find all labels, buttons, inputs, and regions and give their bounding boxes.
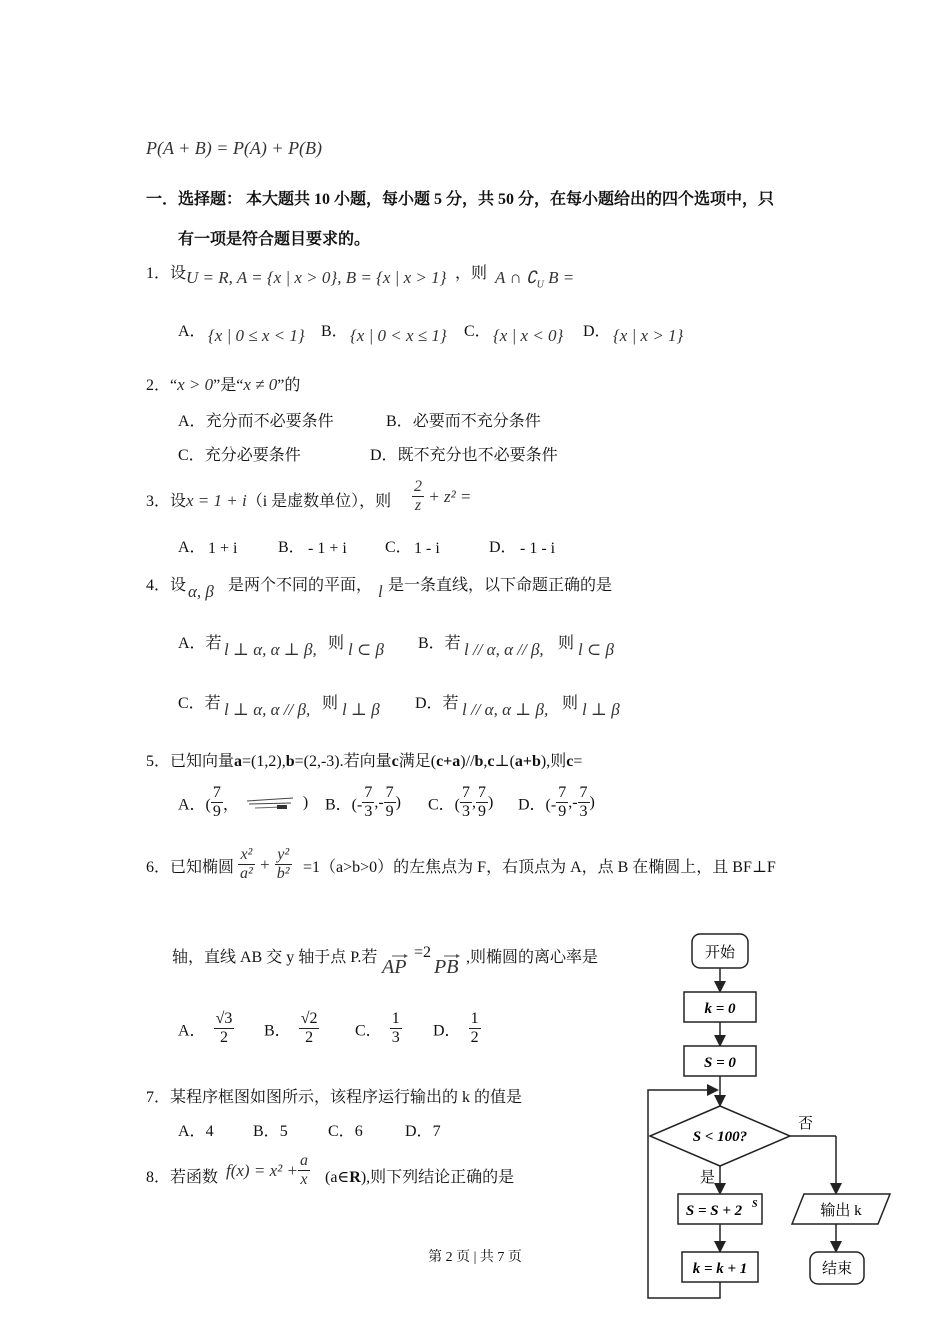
q5-c2: c — [487, 753, 495, 770]
frac-den: 3 — [391, 1029, 400, 1047]
q1-option-d-text: {x | x > 1} — [613, 326, 684, 345]
option-label: B． — [386, 413, 413, 430]
option-label: B． — [264, 1022, 291, 1040]
q1-option-c-text: {x | x < 0} — [493, 326, 564, 345]
q6-pb: PB — [434, 956, 459, 978]
q4-option-d-cond: l // α, α ⊥ β, — [462, 700, 549, 719]
q8-number: 8．若函数 — [146, 1169, 219, 1186]
q6-option-d — [433, 1010, 481, 1048]
q4-l: l — [378, 582, 383, 601]
frac-den: a² — [240, 865, 253, 883]
frac-den: 2 — [470, 1029, 479, 1047]
q2-option-c — [178, 442, 301, 465]
q6-option-c — [355, 1010, 402, 1048]
option-label: C． — [385, 539, 412, 556]
q4-text2: 是一条直线，以下命题正确的是 — [388, 577, 613, 594]
q6-line2b: ,则椭圆的离心率是 — [466, 949, 599, 966]
option-label: C．若 — [178, 695, 221, 712]
q4-option-c-then: 则 — [322, 695, 339, 712]
frac-num: 7 — [384, 784, 396, 803]
q1-expr-end: B = — [548, 268, 575, 287]
frac-den: 9 — [478, 803, 487, 821]
q4-option-c-cond: l ⊥ α, α // β, — [224, 700, 311, 719]
q6-option-a — [178, 1010, 234, 1048]
option-text: 7 — [432, 1123, 441, 1140]
q2-option-b — [386, 408, 541, 431]
smudged-fraction-icon — [243, 793, 299, 813]
flow-s-init-label: S = 0 — [704, 1055, 736, 1071]
q1-then: ，则 — [455, 265, 488, 282]
q5-a-val: =(1,2), — [242, 753, 286, 770]
frac-end: ) — [395, 793, 401, 811]
option-text: 必要而不充分条件 — [412, 413, 541, 430]
option-label: D． — [370, 447, 398, 464]
q3-option-b — [278, 534, 305, 557]
q5-c3: c — [566, 753, 574, 770]
option-label: C． — [464, 323, 491, 340]
option-label: C． — [328, 1123, 355, 1140]
frac-num: 1 — [390, 1010, 402, 1029]
q3-frac-den: z — [414, 497, 422, 515]
frac-num: 7 — [578, 784, 590, 803]
section-title-line1: 一．选择题： 本大题共 10 小题，每小题 5 分，共 50 分，在每小题给出的四个选项中，只 — [146, 191, 775, 208]
q3-paren: （i 是虚数单位），则 — [246, 493, 392, 510]
q8-R: R — [349, 1169, 361, 1186]
q5-vec-a: a — [234, 753, 243, 770]
q3-fraction — [412, 478, 471, 516]
flow-s-update-label: S = S + 2 — [685, 1203, 743, 1219]
frac-den: 3 — [364, 803, 373, 821]
flow-condition-label: S < 100? — [692, 1129, 748, 1145]
option-label: A． — [178, 413, 206, 430]
q5-vec-c: c — [391, 753, 399, 770]
option-label: A． — [178, 1022, 206, 1040]
q1-option-b — [321, 318, 348, 341]
q6-number: 6．已知椭圆 — [146, 859, 235, 876]
option-text: 4 — [205, 1123, 214, 1140]
option-label: B． — [278, 539, 305, 556]
option-label: A．( — [178, 796, 211, 814]
frac-den: 2 — [305, 1029, 314, 1047]
q3-option-c — [385, 534, 412, 557]
plus: + — [259, 854, 271, 874]
q4-alpha-beta: α, β — [188, 582, 214, 601]
formula-addition-rule: P(A + B) = P(A) + P(B) — [146, 138, 323, 158]
option-label: B． — [321, 323, 348, 340]
q5-ab: a+b — [514, 753, 541, 770]
option-text: 5 — [279, 1123, 288, 1140]
frac-end: ) — [589, 793, 595, 811]
option-label: B． — [253, 1123, 280, 1140]
q1-expr — [495, 268, 574, 290]
q4-number: 4．设 — [146, 577, 187, 594]
q5-text1: 满足( — [398, 753, 437, 770]
option-text: 充分而不必要条件 — [205, 413, 334, 430]
q5-ca: c+a — [436, 753, 461, 770]
q6-ellipse-eq — [238, 846, 292, 884]
option-label: D． — [489, 539, 517, 556]
q7-option-b — [253, 1118, 288, 1141]
q2-mid: ”是“ — [213, 377, 244, 394]
option-label: D． — [583, 323, 611, 340]
q2-option-d — [370, 442, 558, 465]
frac-end: ) — [302, 793, 309, 811]
flow-no-label: 否 — [798, 1116, 814, 1132]
frac-num: 7 — [460, 784, 472, 803]
q3-tail: + z² = — [428, 486, 472, 506]
q6-line2a: 轴，直线 AB 交 y 轴于点 P.若 — [172, 949, 378, 966]
q5-b2: b — [474, 753, 484, 770]
option-label: C．( — [428, 796, 461, 814]
frac-num: √2 — [299, 1010, 320, 1029]
q4-option-c — [178, 690, 221, 713]
frac-sep: ,- — [374, 793, 384, 811]
option-label: A． — [178, 1123, 206, 1140]
q7-option-a — [178, 1118, 214, 1141]
option-text: 6 — [354, 1123, 363, 1140]
q4-option-a-then: 则 — [328, 635, 345, 652]
frac-sep: ,- — [568, 793, 578, 811]
q3-option-a-text: 1 + i — [208, 540, 238, 557]
frac-num: 1 — [469, 1010, 481, 1029]
frac-num: 7 — [362, 784, 374, 803]
q5-b-val: =(2,-3).若向量 — [294, 753, 392, 770]
option-label: A．若 — [178, 635, 222, 652]
flow-end-label: 结束 — [821, 1261, 853, 1277]
q1-expr-main: A ∩ ∁ — [495, 268, 537, 287]
q4-text1: 是两个不同的平面， — [228, 577, 373, 594]
q3-number: 3．设 — [146, 493, 187, 510]
q1-number: 1．设 — [146, 265, 187, 282]
option-label: A． — [178, 539, 206, 556]
q8-tail — [325, 1164, 514, 1187]
q6-ap: AP — [382, 956, 407, 978]
section-title-line2: 有一项是符合题目要求的。 — [178, 231, 371, 248]
q5-text4: ),则 — [540, 753, 567, 770]
flow-s-update-exponent: S — [752, 1199, 758, 1210]
q2-stem — [146, 372, 300, 395]
q5-eq: = — [573, 753, 583, 770]
q1-option-a-text: {x | 0 ≤ x < 1} — [208, 326, 305, 345]
option-label: D． — [433, 1022, 461, 1040]
q5-text2: )// — [460, 753, 475, 770]
q6-text1: =1（a>b>0）的左焦点为 F，右顶点为 A，点 B 在椭圆上，且 BF⊥F — [303, 859, 776, 876]
vector-arrow-icon — [382, 946, 412, 952]
q8-tail-text: ),则下列结论正确的是 — [360, 1169, 515, 1186]
q8-function — [226, 1152, 310, 1190]
q1-stem: U = R, A = {x | x > 0}, B = {x | x > 1} — [186, 268, 447, 287]
vector-arrow-icon — [436, 946, 466, 952]
frac-den: 9 — [385, 803, 394, 821]
q5-text3: , — [483, 753, 488, 770]
q3-stem — [146, 488, 391, 511]
q2-a: x > 0 — [177, 375, 214, 394]
frac-end: ) — [488, 793, 494, 811]
page-footer: 第 2 页 | 共 7 页 — [428, 1250, 522, 1265]
q4-option-b-cond: l // α, α // β, — [464, 640, 544, 659]
q5-vec-b: b — [285, 753, 295, 770]
q7-option-c — [328, 1118, 363, 1141]
frac-den: 9 — [558, 803, 567, 821]
option-label: D． — [405, 1123, 433, 1140]
q7-stem: 7．某程序框图如图所示，该程序运行输出的 k 的值是 — [146, 1089, 523, 1106]
q4-option-b — [418, 630, 461, 653]
frac-sep: , — [472, 793, 477, 811]
q7-option-d — [405, 1118, 441, 1141]
q8-cond: (a∈ — [325, 1169, 350, 1186]
q4-option-a — [178, 630, 222, 653]
frac-den: 3 — [579, 803, 588, 821]
q4-option-a-res: l ⊂ β — [348, 640, 384, 659]
q3-frac-num: 2 — [412, 478, 424, 497]
q6-option-b — [264, 1010, 319, 1048]
q4-option-d — [415, 690, 459, 713]
frac-num: √3 — [214, 1010, 235, 1029]
option-label: D．若 — [415, 695, 459, 712]
frac-num: y² — [275, 846, 292, 865]
q4-option-c-res: l ⊥ β — [342, 700, 380, 719]
flow-k-init-label: k = 0 — [704, 1001, 736, 1017]
q5-option-c — [428, 784, 493, 822]
q4-option-b-then: 则 — [558, 635, 575, 652]
q3-option-c-text: 1 - i — [414, 540, 440, 557]
flow-yes-label: 是 — [700, 1170, 716, 1186]
option-label: D．(- — [518, 796, 557, 814]
q5-option-b — [325, 784, 401, 822]
frac-den: x — [300, 1171, 308, 1189]
q5-perp: ⊥( — [494, 753, 515, 770]
option-label: C． — [178, 447, 205, 464]
flow-k-update-label: k = k + 1 — [692, 1261, 748, 1277]
q2-b: x ≠ 0 — [243, 375, 278, 394]
option-label: A． — [178, 323, 206, 340]
q1-option-a — [178, 318, 206, 341]
q2-end: ”的 — [277, 377, 301, 394]
q4-option-d-res: l ⊥ β — [582, 700, 620, 719]
q2-number: 2．“ — [146, 377, 178, 394]
frac-den: 3 — [462, 803, 471, 821]
q3-option-d — [489, 534, 517, 557]
q4-option-b-res: l ⊂ β — [578, 640, 614, 659]
frac-num: 7 — [556, 784, 568, 803]
q5-stem — [146, 748, 582, 771]
q1-option-c — [464, 318, 491, 341]
q8-fx: f(x) = x² + — [226, 1160, 298, 1180]
option-label: C． — [355, 1022, 382, 1040]
q5-option-a — [178, 784, 308, 822]
q4-option-d-then: 则 — [562, 695, 579, 712]
frac-den: b² — [276, 865, 290, 883]
flow-start-label: 开始 — [704, 945, 736, 961]
q4-option-a-cond: l ⊥ α, α ⊥ β, — [224, 640, 317, 659]
q3-option-a — [178, 534, 206, 557]
q3-option-d-text: - 1 - i — [520, 540, 556, 557]
option-text: 充分必要条件 — [204, 447, 301, 464]
option-label: B．(- — [325, 796, 363, 814]
q1-expr-sub: U — [536, 279, 544, 291]
option-text: 既不充分也不必要条件 — [397, 447, 558, 464]
q5-number: 5．已知向量 — [146, 753, 235, 770]
frac-sep: ， — [222, 796, 239, 814]
frac-den: 9 — [212, 803, 221, 821]
frac-num: x² — [238, 846, 255, 865]
q6-eq2: =2 — [414, 944, 432, 961]
q3-option-b-text: - 1 + i — [308, 540, 347, 557]
flow-output-label: 输出 k — [820, 1203, 862, 1219]
option-label: B．若 — [418, 635, 461, 652]
frac-den: 2 — [219, 1029, 228, 1047]
q2-option-a — [178, 408, 334, 431]
q1-option-d — [583, 318, 611, 341]
q5-option-d — [518, 784, 595, 822]
frac-num: 7 — [476, 784, 488, 803]
frac-num: a — [298, 1152, 310, 1171]
q1-option-b-text: {x | 0 < x ≤ 1} — [350, 326, 447, 345]
q3-x: x = 1 + i — [186, 491, 247, 510]
frac-num: 7 — [211, 784, 223, 803]
